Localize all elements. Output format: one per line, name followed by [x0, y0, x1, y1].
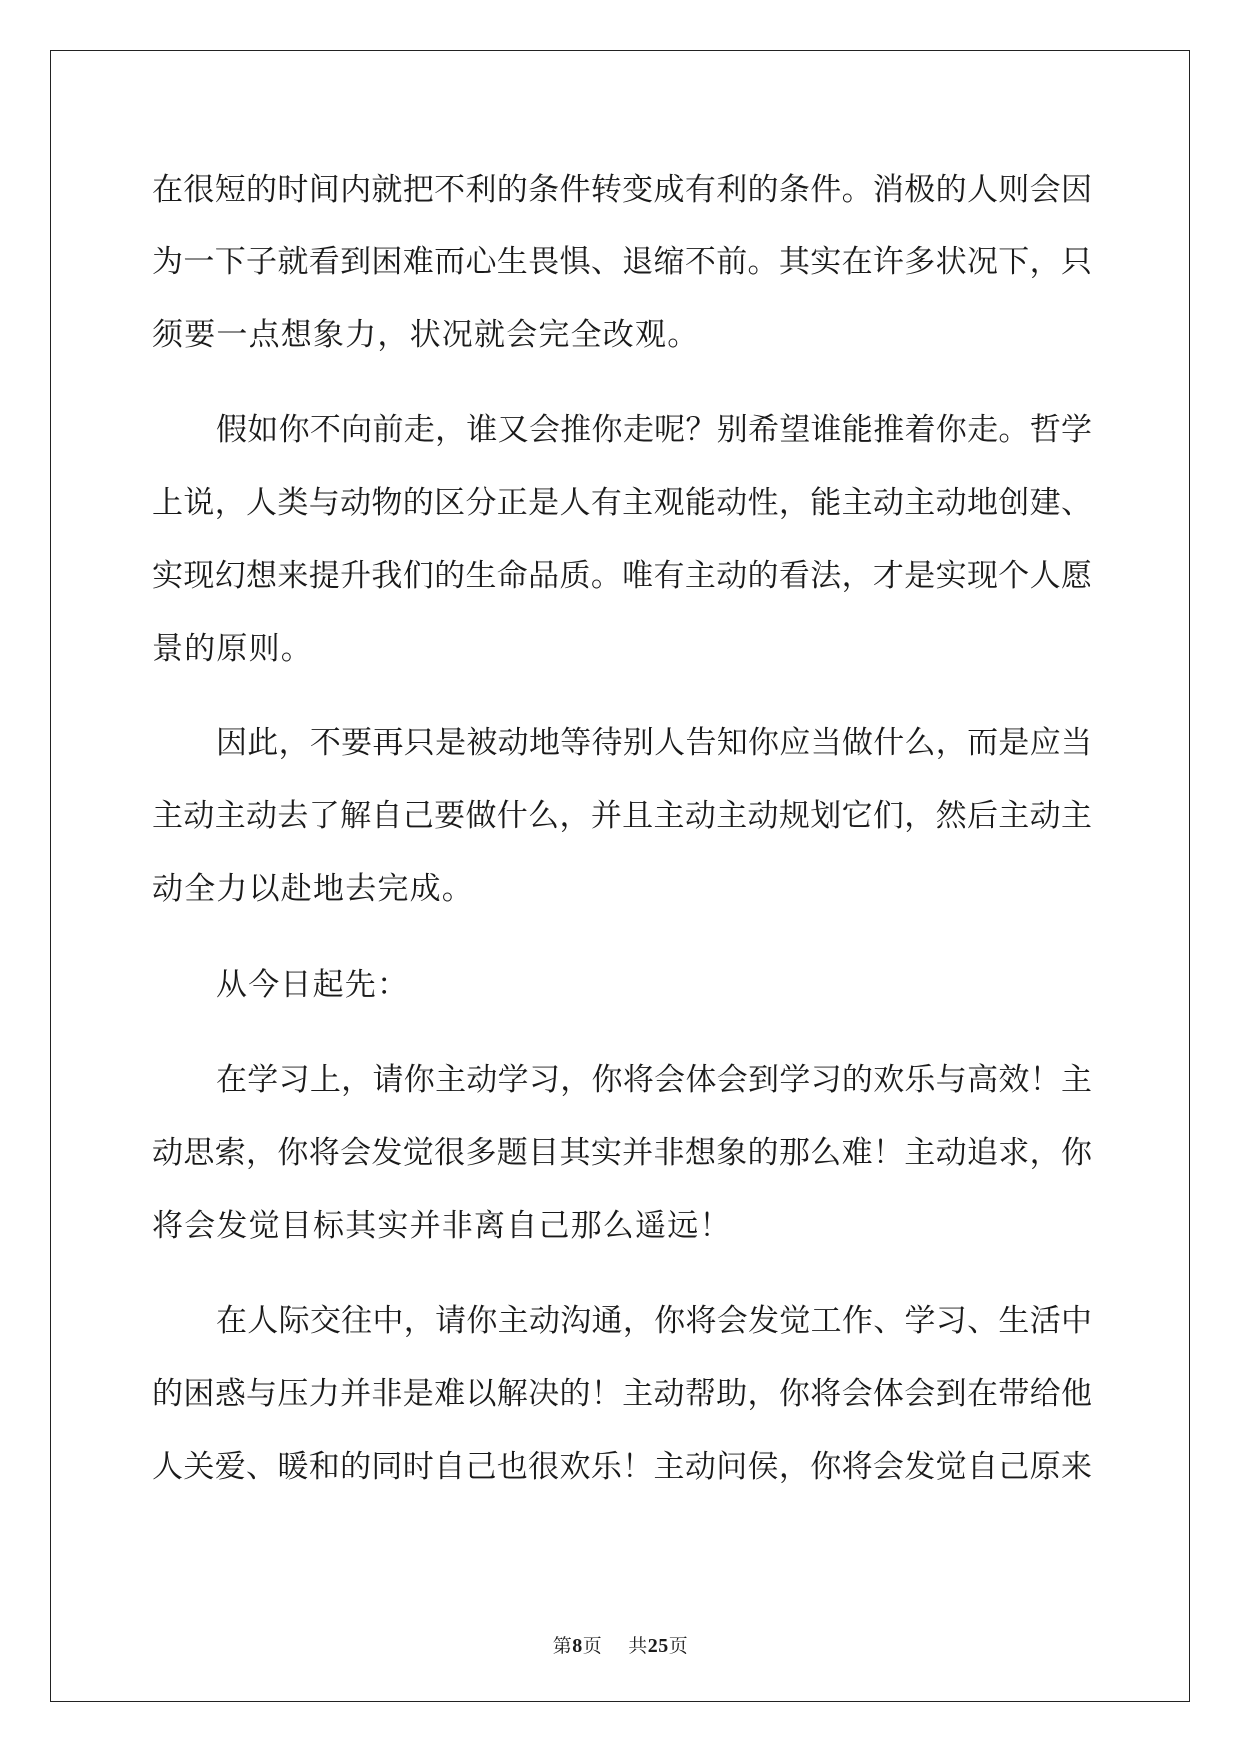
text-line: 的困惑与压力并非是难以解决的！主动帮助，你将会体会到在带给他: [152, 1376, 1092, 1412]
total-prefix: 共: [628, 1635, 648, 1657]
page-prefix: 第: [552, 1635, 573, 1657]
page-footer: [0, 1634, 1241, 1658]
page-suffix: 页: [582, 1635, 603, 1657]
paragraph-first-line: 假如你不向前走，谁又会推你走呢？别希望谁能推着你走。哲学: [216, 412, 1092, 448]
page-total: [628, 1635, 688, 1657]
total-suffix: 页: [668, 1635, 689, 1657]
text-line: 动全力以赴地去完成。: [152, 871, 474, 907]
page-number: [553, 1635, 603, 1657]
text-line: 实现幻想来提升我们的生命品质。唯有主动的看法，才是实现个人愿: [152, 558, 1092, 594]
text-line: 主动主动去了解自己要做什么，并且主动主动规划它们，然后主动主: [152, 798, 1092, 834]
total-count: 25: [647, 1635, 669, 1657]
text-line: 人关爱、暖和的同时自己也很欢乐！主动问侯，你将会发觉自己原来: [152, 1449, 1092, 1485]
text-line: 须要一点想象力，状况就会完全改观。: [152, 317, 700, 353]
text-line: 景的原则。: [152, 631, 313, 667]
paragraph-first-line: 因此，不要再只是被动地等待别人告知你应当做什么，而是应当: [216, 725, 1092, 761]
text-line: 为一下子就看到困难而心生畏惧、退缩不前。其实在许多状况下，只: [152, 244, 1092, 280]
text-line: 上说，人类与动物的区分正是人有主观能动性，能主动主动地创建、: [152, 485, 1092, 521]
paragraph-first-line: 从今日起先：: [216, 967, 410, 1003]
text-line: 将会发觉目标其实并非离自己那么遥远！: [152, 1208, 732, 1244]
paragraph-first-line: 在学习上，请你主动学习，你将会体会到学习的欢乐与高效！主: [216, 1062, 1092, 1098]
text-line: 动思索，你将会发觉很多题目其实并非想象的那么难！主动追求，你: [152, 1135, 1092, 1171]
paragraph-first-line: 在人际交往中，请你主动沟通，你将会发觉工作、学习、生活中: [216, 1303, 1092, 1339]
page-current: 8: [572, 1635, 583, 1657]
text-line: 在很短的时间内就把不利的条件转变成有利的条件。消极的人则会因: [152, 172, 1092, 208]
